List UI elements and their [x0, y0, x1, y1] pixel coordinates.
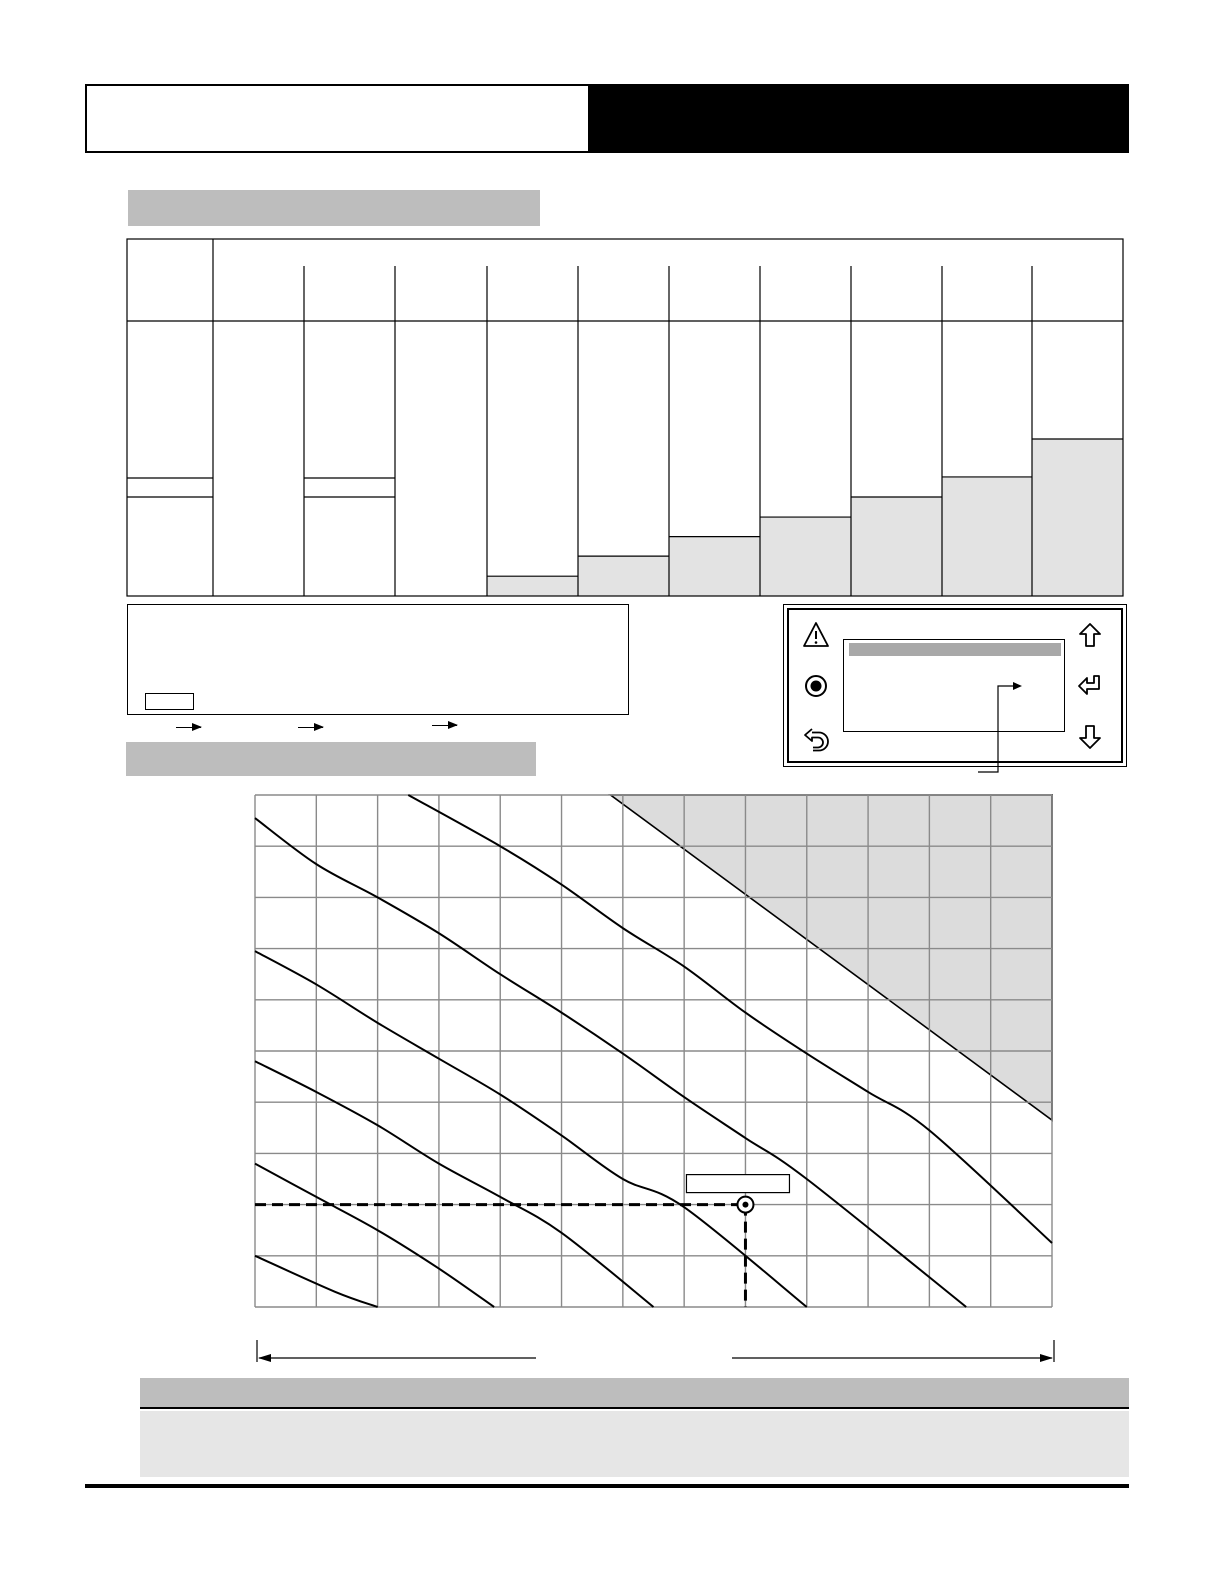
performance-chart — [230, 780, 1080, 1375]
table-section-heading — [128, 190, 540, 226]
span-arrowhead-right — [1040, 1354, 1053, 1362]
out-of-range-region — [611, 795, 1052, 1120]
series-line-4 — [255, 951, 807, 1307]
series-line-3 — [255, 1061, 654, 1307]
series-line-2 — [255, 1164, 494, 1307]
enter-icon[interactable] — [1075, 671, 1105, 701]
display-selected-row — [849, 643, 1061, 656]
shaded-region — [611, 795, 1052, 1120]
back-icon[interactable] — [801, 722, 831, 752]
x-span-indicator — [257, 1340, 1054, 1362]
record-icon[interactable] — [801, 671, 831, 701]
note-box — [127, 604, 629, 715]
header-title-box — [85, 84, 588, 153]
step-arrow-1 — [176, 727, 201, 728]
warning-icon[interactable] — [801, 620, 831, 650]
operating-point-group — [255, 1175, 789, 1307]
span-arrowhead-left — [258, 1354, 271, 1362]
operating-point-dot — [742, 1202, 748, 1208]
footer-body — [140, 1411, 1129, 1477]
spec-table — [126, 238, 1126, 600]
page-bottom-rule — [85, 1484, 1129, 1488]
chart-section-heading — [126, 742, 536, 776]
step-arrow-3 — [432, 725, 457, 726]
operating-point-label-box — [686, 1175, 789, 1193]
arrow-down-icon[interactable] — [1075, 722, 1105, 752]
note-tag — [145, 693, 194, 710]
arrow-up-icon[interactable] — [1075, 620, 1105, 650]
step-arrow-2 — [298, 727, 323, 728]
header-section-box — [588, 84, 1129, 153]
footer-heading — [140, 1378, 1129, 1409]
display-callout-line — [976, 676, 1026, 776]
